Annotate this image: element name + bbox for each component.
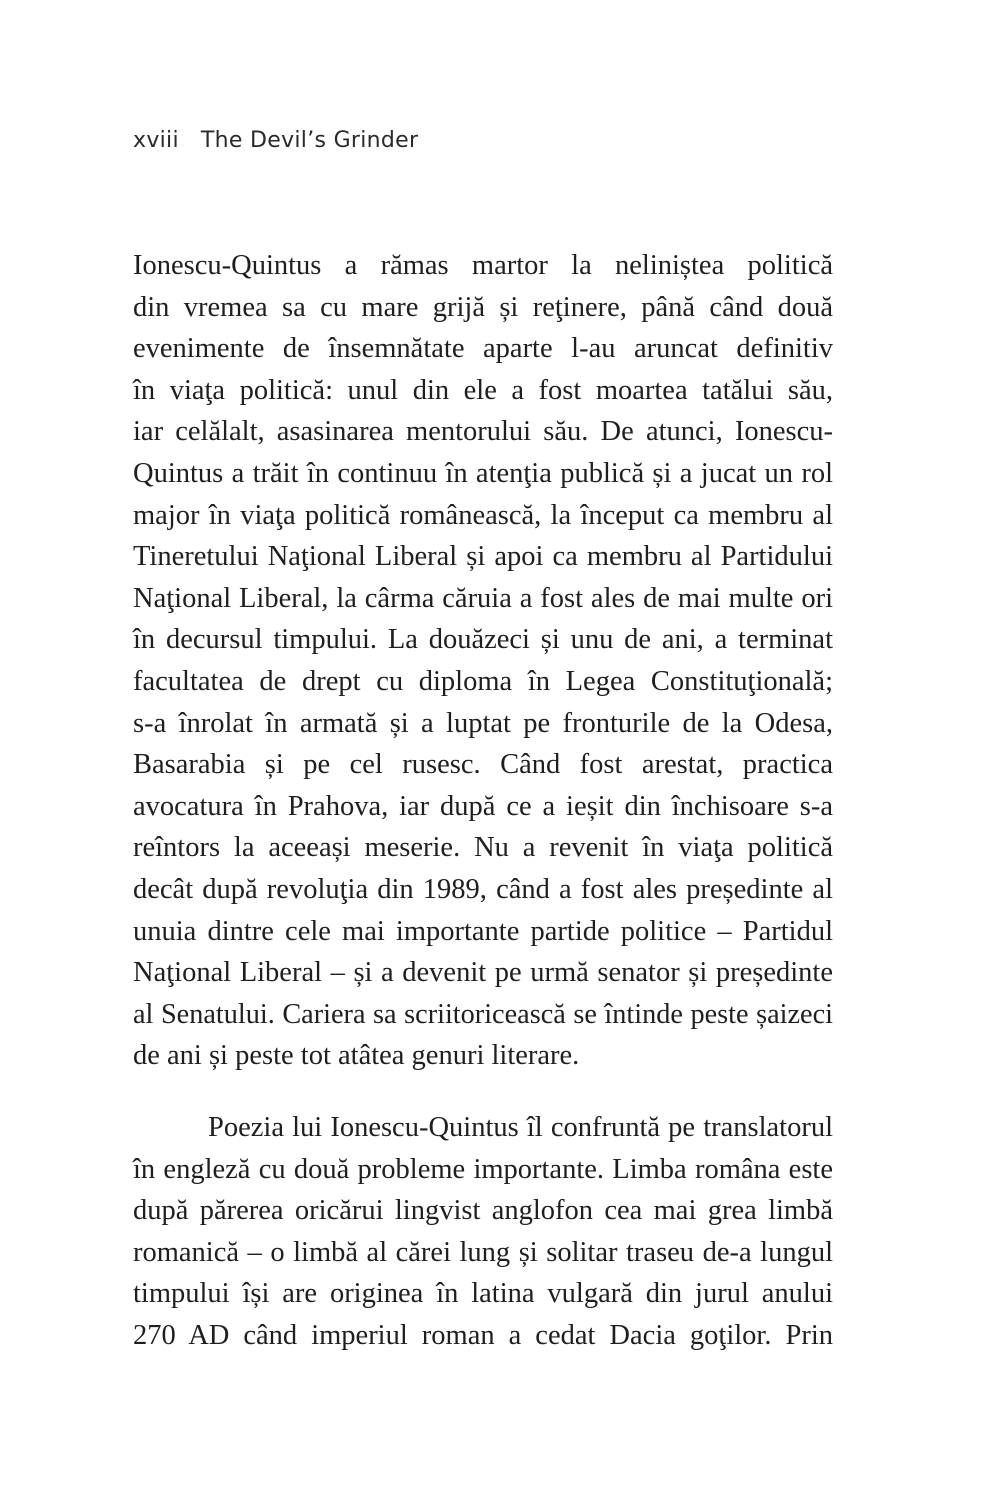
text-line: s-a înrolat în armată și a luptat pe fronturile de la Odesa, bbox=[133, 707, 833, 739]
page-number: xviii bbox=[133, 128, 179, 153]
text-line: Naţional Liberal – și a devenit pe urmă senator și președinte bbox=[133, 957, 833, 989]
text-line: după părerea oricărui lingvist anglofon cea mai grea limbă bbox=[133, 1195, 833, 1227]
text-line: în viaţa politică: unul din ele a fost moartea tatălui său, bbox=[133, 374, 833, 406]
text-line: avocatura în Prahova, iar după ce a ieșit din închisoare s-a bbox=[133, 790, 833, 822]
text-line: din vremea sa cu mare grijă și reţinere, până când două bbox=[133, 291, 833, 323]
text-line: Naţional Liberal, la cârma căruia a fost ales de mai multe ori bbox=[133, 582, 833, 614]
text-line: facultatea de drept cu diploma în Legea Constituţională; bbox=[133, 665, 833, 697]
text-line: reîntors la aceeași meserie. Nu a revenit în viaţa politică bbox=[133, 832, 833, 864]
paragraph-2 bbox=[133, 1107, 833, 1357]
text-line: Quintus a trăit în continuu în atenţia publică și a jucat un rol bbox=[133, 457, 833, 489]
text-line: al Senatului. Cariera sa scriitoricească se întinde peste șaizeci bbox=[133, 998, 833, 1030]
text-line: în engleză cu două probleme importante. Limba româna este bbox=[133, 1153, 833, 1185]
book-title: The Devil’s Grinder bbox=[200, 128, 419, 153]
text-line: Ionescu-Quintus a rămas martor la neliniștea politică bbox=[133, 250, 833, 281]
running-header bbox=[133, 128, 418, 153]
text-line: romanică – o limbă al cărei lung și solitar traseu de-a lungul bbox=[133, 1236, 833, 1268]
text-line: iar celălalt, asasinarea mentorului său. De atunci, Ionescu- bbox=[133, 416, 833, 448]
paragraph-1 bbox=[133, 245, 833, 1077]
text-line: în decursul timpului. La douăzeci și unu de ani, a terminat bbox=[133, 624, 833, 656]
text-line: decât după revoluţia din 1989, când a fost ales președinte al bbox=[133, 873, 833, 905]
text-line: major în viaţa politică românească, la început ca membru al bbox=[133, 499, 833, 531]
text-line: 270 AD când imperiul roman a cedat Dacia goţilor. Prin bbox=[133, 1319, 833, 1351]
text-line: Poezia lui Ionescu-Quintus îl confruntă pe translatorul bbox=[208, 1112, 833, 1143]
text-line: evenimente de însemnătate aparte l-au aruncat definitiv bbox=[133, 333, 833, 365]
text-line: de ani și peste tot atâtea genuri literare. bbox=[133, 1040, 580, 1072]
text-line: unuia dintre cele mai importante partide politice – Partidul bbox=[133, 915, 833, 947]
text-line: timpului își are originea în latina vulgară din jurul anului bbox=[133, 1278, 833, 1310]
text-line: Basarabia și pe cel rusesc. Când fost arestat, practica bbox=[133, 749, 833, 781]
text-line: Tineretului Naţional Liberal și apoi ca membru al Partidului bbox=[133, 541, 833, 573]
